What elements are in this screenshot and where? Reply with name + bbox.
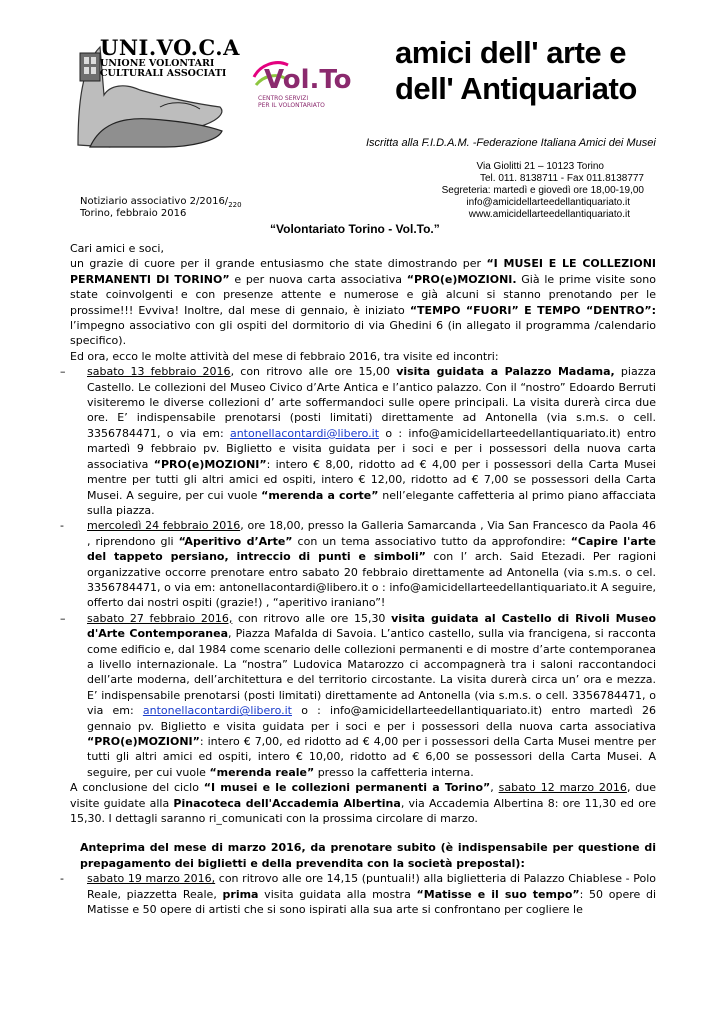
event-bold-1: “Aperitivo d’Arte” <box>178 534 293 548</box>
event-date: sabato 13 febbraio 2016 <box>87 365 231 379</box>
address-secretariat: Segreteria: martedì e giovedì ore 18,00-19,00 <box>441 185 644 196</box>
univoca-name: UNI.VO.C.A <box>100 35 240 60</box>
conclusion-text-3: , due visite guidate alla <box>70 781 657 810</box>
event-text-4: : intero € 8,00, ridotto ad € 4,00 per i possessori della Carta Musei mentre per tutti gli altri amici ed ospiti, intero € 12,00, ridotto ad € 7,00 se possessori della Carta Musei. A seguire, per cui vuole <box>87 457 656 502</box>
event-text-3: o : info@amicidellarteedellantiquariato.it) entro martedì 9 febbraio pv. Biglietto e visita guidata per i soci e per i possessori della nuova carta associativa <box>87 426 656 471</box>
event-bullet: - <box>60 872 64 886</box>
march-heading <box>70 840 656 871</box>
march-heading-text: Anteprima del mese di marzo 2016, da prenotare subito (è indispensabile per questione di prepagamento dei biglietti e della prevendita con la società prepostal): <box>80 841 656 870</box>
event-bullet: - <box>60 519 64 533</box>
volto-tagline-2: PER IL VOLONTARIATO <box>258 102 325 109</box>
section-gap <box>70 826 656 840</box>
event-date: sabato 19 marzo 2016, <box>87 872 216 886</box>
event-bold-1: visita guidata al Castello di Rivoli Museo d'Arte Contemporanea <box>87 611 657 641</box>
intro-bold-musei: “I MUSEI E LE COLLEZIONI PERMANENTI DI TORINO” <box>70 257 657 286</box>
event-text-3: : 50 opere di Matisse e 50 opere di artisti che si sono ispirati alla sua arte si confrontano per cogliere le <box>87 887 656 917</box>
newsletter-number-main: Notiziario associativo 2/2016/ <box>80 196 229 207</box>
event-text-2: piazza Castello. Le collezioni del Museo Civico d’Arte Antica e l’antico palazzo. Con il “nostro” Edoardo Berruti visiteremo le diverse collezioni d’ arte soffermandoci sulle opere principali. La visita durerà circa due ore. E’ indispensabile prenotarsi (posti limitati) direttamente ad Antonella (via s.m.s. o cell. 3356784471, o via em: <box>87 365 656 440</box>
intro-text-4: l’impegno associativo con gli ospiti del dormitorio di via Ghedini 6 (in allegato il programma /calendario specifico). <box>70 319 656 348</box>
conclusion-bold-1: “I musei e le collezioni permanenti a Torino” <box>203 781 491 795</box>
event-text-2: visita guidata alla mostra <box>258 887 417 901</box>
email-link[interactable]: antonellacontardi@libero.it <box>142 704 292 718</box>
page-title: “Volontariato Torino - Vol.To.” <box>270 222 440 236</box>
address-phone: Tel. 011. 8138711 - Fax 011.8138777 <box>479 173 644 184</box>
amici-logo <box>395 35 695 125</box>
intro-paragraph <box>70 256 656 348</box>
event-text-5: nell’elegante caffetteria al primo piano affacciata sulla piazza. <box>87 488 656 517</box>
conclusion-paragraph <box>70 780 656 826</box>
event-text-3: o : info@amicidellarteedellantiquariato.it) entro martedì 26 gennaio pv. Biglietto e visita guidata per i soci e per i possessori della nuova carta associativa <box>87 704 656 733</box>
event-bold-2: “Capire l'arte del tappeto persiano, intreccio di punti e simboli” <box>87 534 656 564</box>
event-bold-2: “PRO(e)MOZIONI” <box>87 735 200 748</box>
volto-logo <box>250 55 360 115</box>
letter-body <box>60 241 657 917</box>
univoca-logo <box>70 35 240 155</box>
greeting: Cari amici e soci, <box>70 242 164 255</box>
univoca-line2: CULTURALI ASSOCIATI <box>100 68 227 79</box>
conclusion-text-1: A conclusione del ciclo <box>70 781 204 795</box>
intro-text-2: e per nuova carta associativa <box>229 272 407 286</box>
event-date: mercoledì 24 febbraio 2016 <box>87 519 241 533</box>
event-bold-2: “PRO(e)MOZIONI” <box>153 457 267 471</box>
event-text-4: : intero € 7,00, ed ridotto ad € 4,00 per i possessori della Carta Musei mentre per tutti gli altri amici ed ospiti, intero € 10,00, ridotto ad € 6,00 se possessori della Carta Musei. A seguire, per cui vuole <box>87 735 656 779</box>
email-link[interactable]: antonellacontardi@libero.it <box>229 426 380 440</box>
event-text <box>87 871 656 917</box>
event-item-rivoli <box>60 611 657 780</box>
conclusion-text-4: , via Accademia Albertina 8: ore 11,30 ed ore 15,30. I dettagli saranno ri_comunicati con la prossima circolare di marzo. <box>70 796 656 826</box>
event-item-aperitivo <box>60 518 657 610</box>
fidam-affiliation: Iscritta alla F.I.D.A.M. -Federazione Italiana Amici dei Musei <box>366 137 656 149</box>
place-date: Torino, febbraio 2016 <box>80 208 187 219</box>
event-text <box>87 518 656 610</box>
event-bullet: – <box>60 611 66 625</box>
event-text-2: , Piazza Mafalda di Savoia. L’antico castello, sulla via francigena, si racconta come edificio e, dal 1984 come scenario delle collezioni permanenti e di mostre d’arte contemporanea a livello internazionale. La “nostra” Ludovica Matarozzo ci accompagnerà tra i saloni raccontandoci dell’arte moderna, dell’architettura e del territorio circostante. La visita durerà circa un’ ora e mezza. E’ indispensabile prenotarsi (posti limitati) direttamente ad Antonella (via s.m.s. o cell. 3356784471, o via em: <box>87 627 656 718</box>
event-text-1: con ritrovo alle ore 14,15 (puntuali!) alla biglietteria di Palazzo Chiablese - Polo Reale, piazzetta Reale, <box>87 872 656 901</box>
univoca-line1: UNIONE VOLONTARI <box>100 58 215 69</box>
intro-text-3: Già le prime visite sono state coinvolgenti e con presenze attente e numerose e già alcuni si stanno prenotando per le prossime!!! Evviva! Inoltre, dal mese di gennaio, è iniziato <box>70 272 656 317</box>
event-bold-1: visita guidata a Palazzo Madama, <box>396 365 615 379</box>
conclusion-text-2: , <box>490 781 499 795</box>
event-bold-1: prima <box>222 887 259 901</box>
event-bold-2: “Matisse e il suo tempo” <box>416 887 580 901</box>
amici-line1: amici dell' arte e <box>395 35 626 70</box>
event-text-2: con un tema associativo tutto da approfondire: <box>292 534 571 548</box>
event-bold-3: “merenda reale” <box>209 765 315 779</box>
event-text-5: presso la caffetteria interna. <box>314 765 474 779</box>
event-text-1: , con ritrovo alle ore 15,00 <box>230 365 397 379</box>
address-street: Via Giolitti 21 – 10123 Torino <box>476 161 604 172</box>
conclusion-date: sabato 12 marzo 2016 <box>498 781 627 795</box>
address-website[interactable]: www.amicidellarteedellantiquariato.it <box>468 209 630 220</box>
event-text <box>87 364 656 518</box>
intro-bold-promozioni: “PRO(e)MOZIONI. <box>406 272 517 286</box>
event-bold-3: “merenda a corte” <box>261 488 379 502</box>
address-email[interactable]: info@amicidellarteedellantiquariato.it <box>466 197 630 208</box>
newsletter-number-sub: 220 <box>228 201 242 209</box>
event-date: sabato 27 febbraio 2016, <box>87 611 233 625</box>
event-text-3: con l’ arch. Said Etezadi. Per ragioni organizzative occorre prenotare entro sabato 20 febbraio direttamente ad Antonella (via s.m.s. o cel. 3356784471, o via em: antonellacontardi@libero.it o : info@amicidellarteedellantiquariato.it A seguire, offerto dai nostri ospiti (grazie!) , “aperitivo iraniano”! <box>87 550 657 610</box>
event-item-matisse <box>60 871 656 917</box>
intro-text-1: un grazie di cuore per il grande entusiasmo che state dimostrando per <box>70 257 487 271</box>
volto-name: Vol.To <box>264 65 352 95</box>
event-text <box>87 611 656 780</box>
amici-line2: dell' Antiquariato <box>395 71 637 106</box>
event-item-palazzo-madama <box>60 364 656 518</box>
volto-tagline-1: CENTRO SERVIZI <box>258 95 309 102</box>
volto-tagline <box>258 95 358 109</box>
conclusion-bold-2: Pinacoteca dell'Accademia Albertina <box>173 796 401 810</box>
event-bullet: – <box>60 365 66 379</box>
intro-bold-tempo: “TEMPO “FUORI” E TEMPO “DENTRO”: <box>409 303 656 317</box>
event-text-1: , ore 18,00, presso la Galleria Samarcanda , Via San Francesco da Paola 46 , riprendono gli <box>87 519 656 548</box>
intro-activities: Ed ora, ecco le molte attività del mese di febbraio 2016, tra visite ed incontri: <box>70 349 499 363</box>
event-text-1: con ritrovo alle ore 15,30 <box>232 611 392 625</box>
